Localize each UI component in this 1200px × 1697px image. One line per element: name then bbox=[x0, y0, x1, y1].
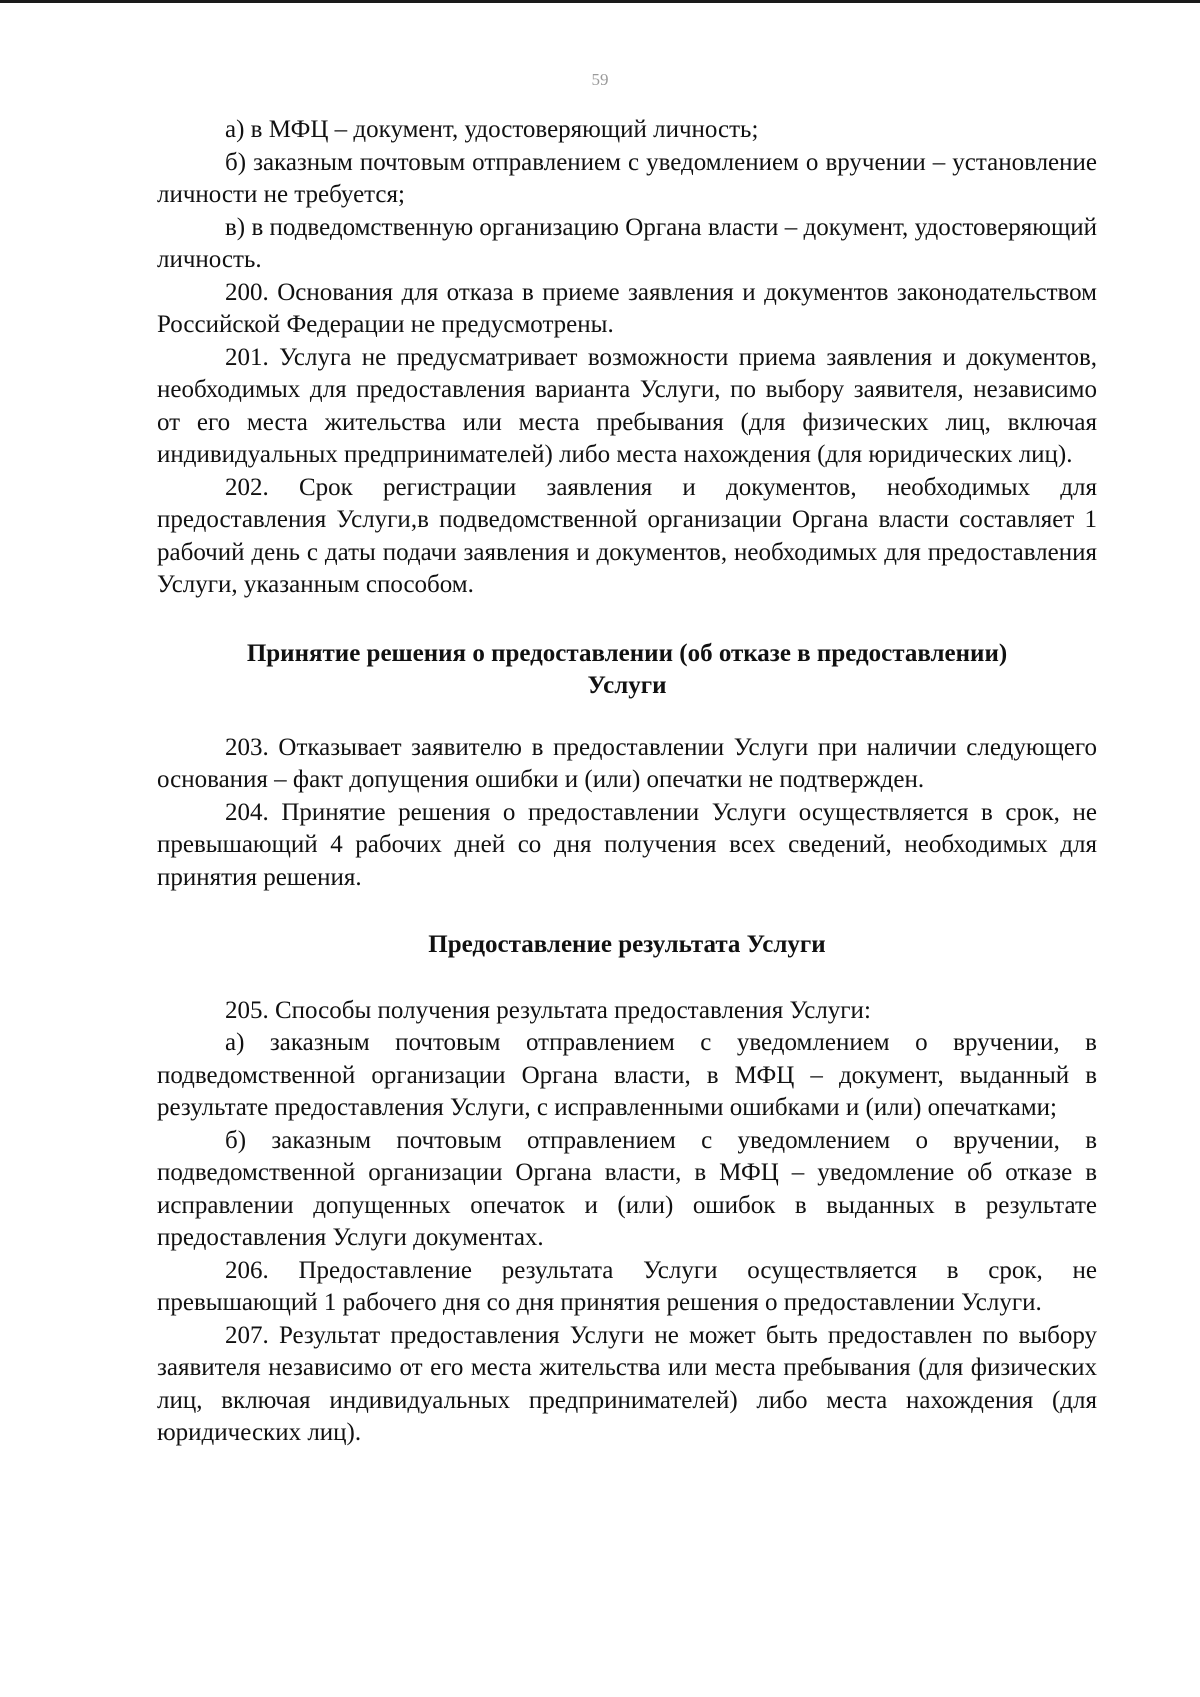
section-heading-decision-line1: Принятие решения о предоставлении (об отказе в предоставлении) bbox=[246, 639, 1008, 667]
paragraph-v-organization: в) в подведомственную организацию Органа власти – документ, удостоверяющий личность. bbox=[157, 213, 1097, 273]
section-heading-decision bbox=[157, 638, 1097, 703]
paragraph-205: 205. Способы получения результата предоставления Услуги: bbox=[225, 996, 871, 1024]
section-heading-decision-line2: Услуги bbox=[587, 672, 667, 699]
paragraph-205-a: а) заказным почтовым отправлением с уведомлением о вручении, в подведомственной организации Органа власти, в МФЦ – документ, выданный в результате предоставления Услуги, с исправленными ошибками и (или) опечатками; bbox=[157, 1029, 1097, 1121]
paragraph-206: 206. Предоставление результата Услуги осуществляется в срок, не превышающий 1 рабочего дня со дня принятия решения о предоставлении Услуги. bbox=[157, 1256, 1097, 1316]
page-number: 59 bbox=[591, 70, 609, 89]
paragraph-b-mail: б) заказным почтовым отправлением с уведомлением о вручении – установление личности не требуется; bbox=[157, 148, 1097, 208]
paragraph-a-mfc: а) в МФЦ – документ, удостоверяющий личность; bbox=[225, 116, 759, 143]
paragraph-205-b: б) заказным почтовым отправлением с уведомлением о вручении, в подведомственной организации Органа власти, в МФЦ – уведомление об отказе в исправлении допущенных опечаток и (или) ошибок в выданных в результате предоставления Услуги документах. bbox=[157, 1126, 1097, 1251]
paragraph-202: 202. Срок регистрации заявления и документов, необходимых для предоставления Услуги,в подведомственной организации Органа власти составляет 1 рабочий день с даты подачи заявления и документов, необходимых для предоставления Услуги, указанным способом. bbox=[157, 473, 1097, 598]
paragraph-201: 201. Услуга не предусматривает возможности приема заявления и документов, необходимых для предоставления варианта Услуги, по выбору заявителя, независимо от его места жительства или места пребывания (для физических лиц, включая индивидуальных предпринимателей) либо места нахождения (для юридических лиц). bbox=[157, 343, 1097, 468]
section-heading-result: Предоставление результата Услуги bbox=[428, 931, 826, 958]
paragraph-203: 203. Отказывает заявителю в предоставлении Услуги при наличии следующего основания – факт допущения ошибки и (или) опечатки не подтвержден. bbox=[157, 733, 1097, 793]
paragraph-207: 207. Результат предоставления Услуги не может быть предоставлен по выбору заявителя независимо от его места жительства или места пребывания (для физических лиц, включая индивидуальных предпринимателей) либо места нахождения (для юридических лиц). bbox=[157, 1321, 1097, 1446]
document-body bbox=[157, 114, 1097, 1450]
top-border-line bbox=[0, 0, 1200, 3]
paragraph-204: 204. Принятие решения о предоставлении Услуги осуществляется в срок, не превышающий 4 рабочих дней со дня получения всех сведений, необходимых для принятия решения. bbox=[157, 798, 1097, 891]
paragraph-200: 200. Основания для отказа в приеме заявления и документов законодательством Российской Федерации не предусмотрены. bbox=[157, 278, 1097, 338]
